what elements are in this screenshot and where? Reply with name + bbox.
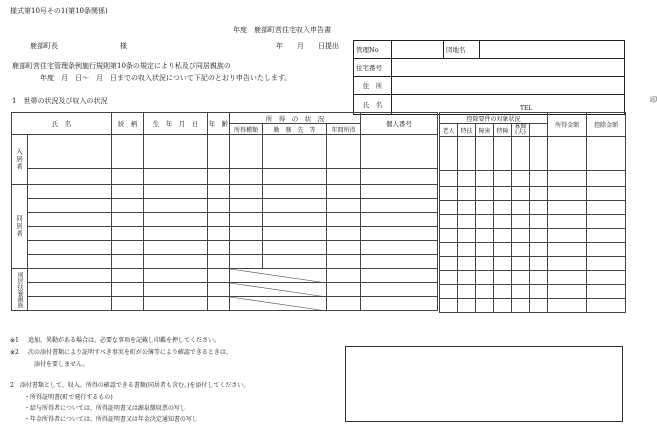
- deduction-amount-header: 控除金額: [587, 113, 626, 137]
- col-relation-header: 続 柄: [112, 113, 144, 135]
- special-header: 特扶: [458, 124, 476, 137]
- kanri-no-field[interactable]: [392, 41, 444, 59]
- intro-line-1: 鹿部町営住宅管理条例施行規則第10条の規定により私及び同居親族の: [12, 62, 231, 70]
- jutaku-no-label: 住宅番号: [354, 59, 392, 77]
- col-income-status-header: 所 得 の 状 況: [230, 113, 361, 124]
- note-2-mark: ※2: [10, 349, 19, 356]
- income-amount-header: 所得金額: [548, 113, 587, 137]
- col-annual-income-header: 年間所得: [327, 124, 361, 135]
- col-birth-header: 生 年 月 日: [144, 113, 208, 135]
- page-title: 年度 鹿部町営住宅収入申告書: [233, 26, 331, 34]
- col-personal-no-header: 個人番号: [361, 113, 438, 135]
- tel-label: TEL: [520, 105, 533, 112]
- intro-line-2: 年度 月 日～ 月 日までの収入状況について下記のとおり申告いたします。: [40, 74, 292, 82]
- deduction-table: [439, 112, 626, 313]
- attachment-3: ・年金所得者については、所得証明書又は年金決定通知書の写し: [24, 416, 198, 423]
- address-label: 住 所: [354, 77, 392, 95]
- special-disabled-header: 特障: [494, 124, 512, 137]
- deduction-header: 控除要件の対象状況: [440, 113, 548, 124]
- disabled-header: 障害: [476, 124, 494, 137]
- note-3: 2 添付書類として、収入、所得の確認できる書類(同居者も含む。)を添付してください。: [10, 382, 250, 389]
- note-2a: 次の添付書類により証明すべき事実を町が公簿等により確認できるときは、: [28, 349, 232, 356]
- note-1: 追加、異動がある場合は、必要な事項を記載し印鑑を押してください。: [28, 337, 221, 344]
- elderly-header: 老人: [440, 124, 458, 137]
- table-row-cell[interactable]: [28, 135, 112, 169]
- danchi-field[interactable]: [480, 41, 625, 59]
- submission-date: 年 月 日提出: [276, 42, 339, 50]
- addressee-honorific: 様: [120, 42, 127, 50]
- kanri-no-label: 管理No: [354, 41, 392, 59]
- danchi-label: 団地名: [444, 41, 480, 59]
- col-name-header: 氏 名: [12, 113, 112, 135]
- address-field[interactable]: [392, 77, 625, 95]
- widow-header: 寡婦 (夫): [512, 124, 530, 137]
- note-2b: 添付を要しません。: [34, 361, 89, 368]
- struck-cell: [230, 297, 327, 311]
- group-resident: 入居者: [12, 135, 28, 185]
- group-cohabitant: 同居者: [12, 185, 28, 269]
- jutaku-no-field[interactable]: [392, 59, 625, 77]
- col-workplace-header: 勤 務 先 等: [263, 124, 327, 135]
- name-label: 氏 名: [354, 95, 392, 115]
- applicant-info-table: [353, 40, 657, 115]
- seal-mark: 印: [650, 96, 657, 104]
- col-age-header: 年 齢: [208, 113, 230, 135]
- col-income-type-header: 所得種類: [230, 124, 263, 135]
- note-1-mark: ※1: [10, 337, 19, 344]
- addressee-name: 鹿部町長: [30, 42, 58, 50]
- section-1-title: 1 世帯の状況及び収入の状況: [12, 97, 108, 105]
- struck-cell: [230, 283, 327, 297]
- group-separate: 別居扶養親族: [12, 269, 28, 311]
- struck-cell: [230, 269, 327, 283]
- household-income-table: [11, 112, 438, 311]
- remarks-box[interactable]: [345, 346, 623, 422]
- attachment-2: ・給与所得者については、所得証明書又は源泉徴収票の写し: [24, 405, 186, 412]
- attachment-1: ・所得証明書(町で発行するもの): [24, 394, 113, 401]
- form-number: 様式第10号その1(第10条関係): [10, 7, 108, 15]
